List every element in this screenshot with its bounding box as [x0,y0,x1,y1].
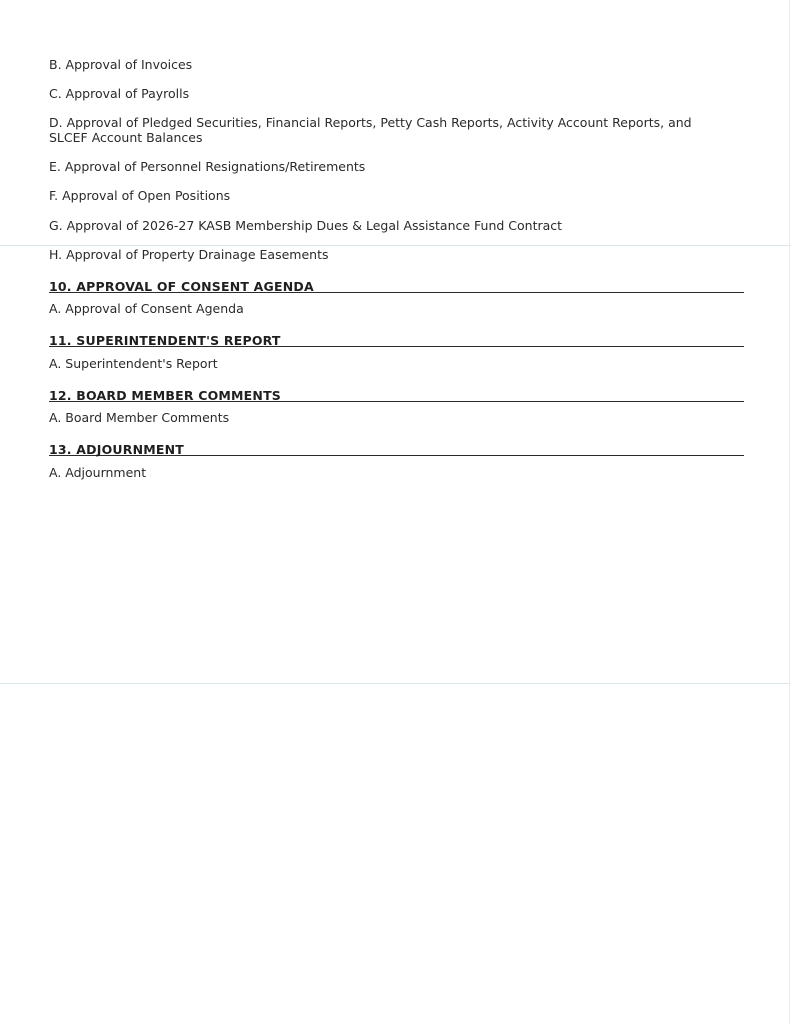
section-heading [49,439,744,456]
agenda-item: F. Approval of Open Positions [49,188,231,203]
section-title: 10. APPROVAL OF CONSENT AGENDA [49,279,314,294]
agenda-item: G. Approval of 2026-27 KASB Membership Dues & Legal Assistance Fund Contract [49,218,563,233]
agenda-item: A. Superintendent's Report [49,356,218,371]
scan-artifact-line [0,245,791,246]
section-title: 12. BOARD MEMBER COMMENTS [49,388,282,403]
section-heading [49,385,744,402]
section-title: 11. SUPERINTENDENT'S REPORT [49,333,281,348]
agenda-item: D. Approval of Pledged Securities, Financial Reports, Petty Cash Reports, Activity Account Reports, and SLCEF Account Balances [49,115,692,145]
agenda-item: E. Approval of Personnel Resignations/Retirements [49,159,366,174]
agenda-item: A. Adjournment [49,465,147,480]
agenda-item: A. Approval of Consent Agenda [49,301,244,316]
section-heading [49,330,744,347]
section-heading [49,276,744,293]
agenda-item: H. Approval of Property Drainage Easements [49,247,329,262]
scan-edge-line [789,0,790,1024]
agenda-item: A. Board Member Comments [49,410,230,425]
scan-artifact-line [0,683,791,684]
agenda-item: B. Approval of Invoices [49,57,193,72]
section-title: 13. ADJOURNMENT [49,442,185,457]
agenda-item: C. Approval of Payrolls [49,86,190,101]
